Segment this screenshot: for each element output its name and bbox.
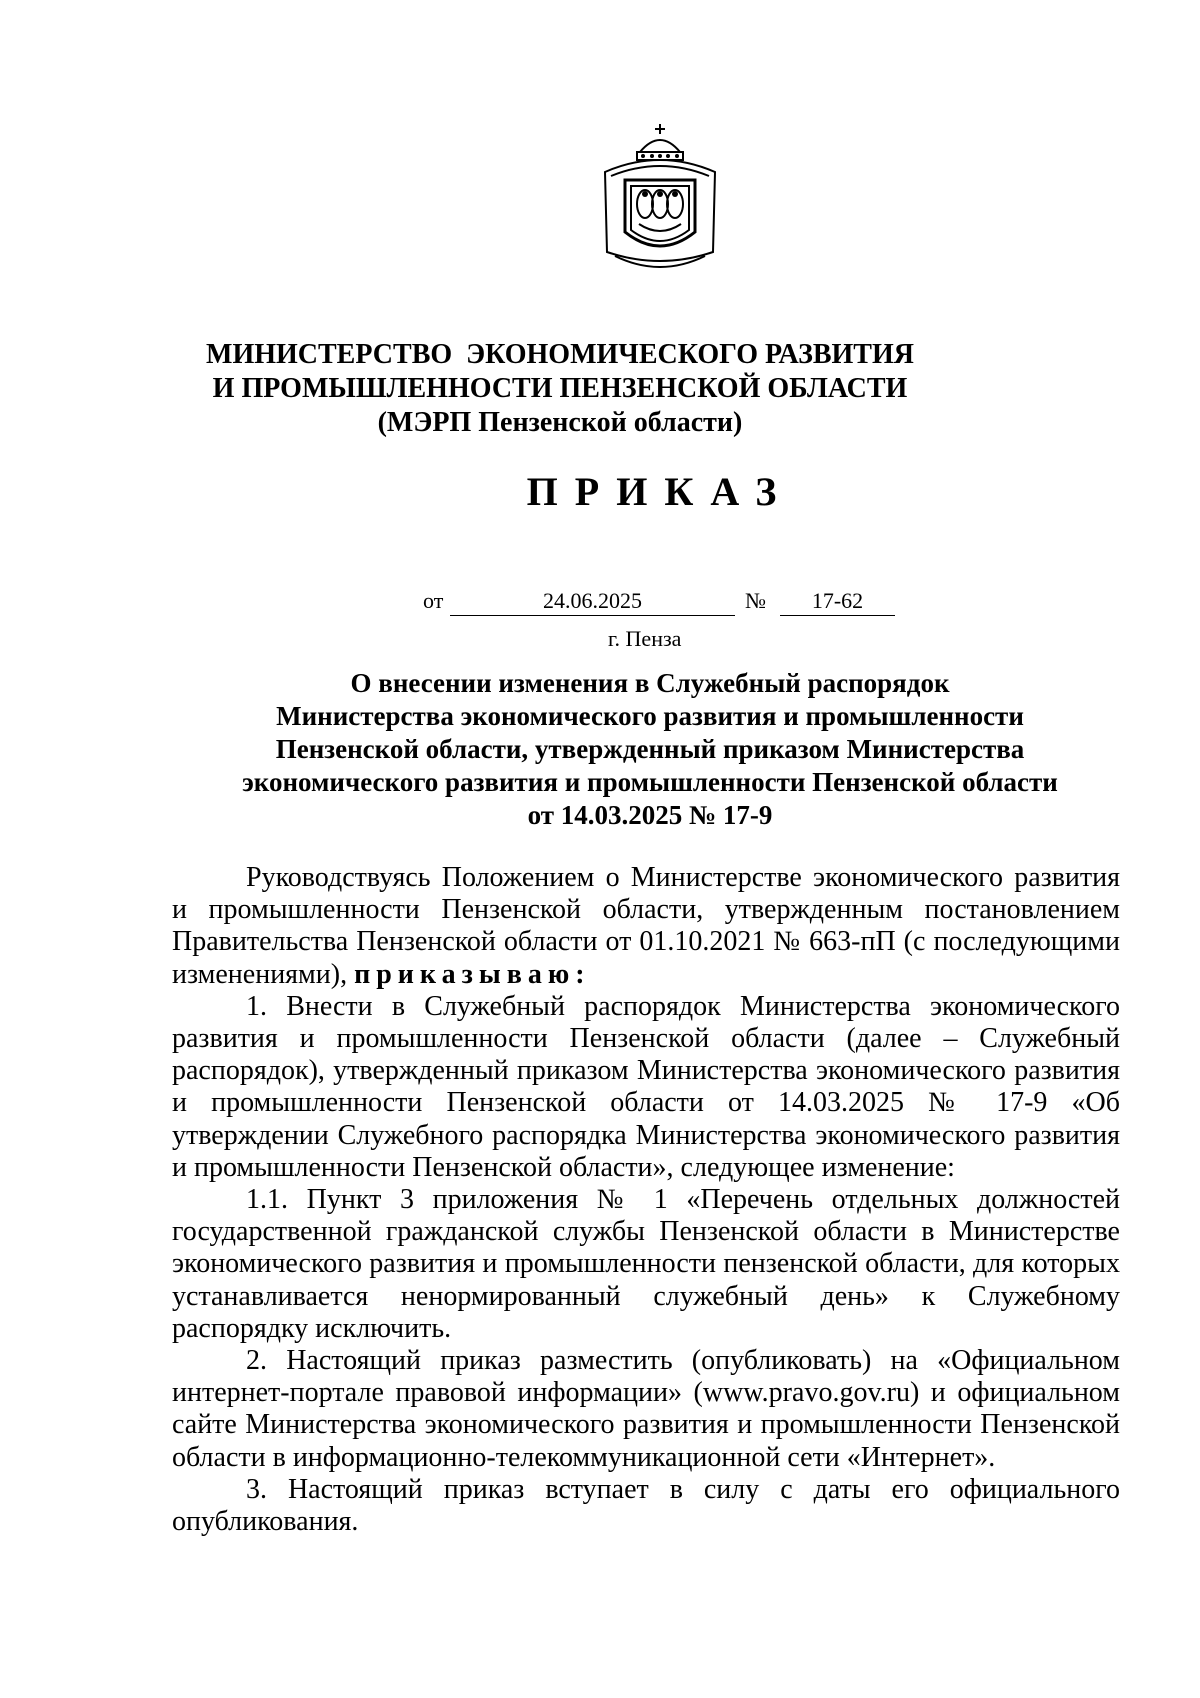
subject-line-5: от 14.03.2025 № 17-9 xyxy=(527,800,773,830)
subject-line-4: экономического развития и промышленности Пензенской области xyxy=(242,767,1058,797)
document-subject xyxy=(185,667,1115,832)
document-number: 17-62 xyxy=(780,588,895,616)
ministry-name-line-2: И ПРОМЫШЛЕННОСТИ ПЕНЗЕНСКОЙ ОБЛАСТИ xyxy=(212,373,908,404)
subject-line-2: Министерства экономического развития и промышленности xyxy=(276,701,1024,731)
paragraph-1: 1. Внести в Служебный распорядок Министерства экономического развития и промышленности Пензенской области (далее – Служебный распорядок), утвержденный приказом Министерства экономического развития и промышленности Пензенской области от 14.03.2025 № 17-9 «Об утверждении Служебного распорядка Министерства экономического развития и промышленности Пензенской области», следующее изменение: xyxy=(172,990,1120,1183)
subject-line-1: О внесении изменения в Служебный распорядок xyxy=(350,668,950,698)
preamble-paragraph xyxy=(172,862,1120,991)
ministry-header xyxy=(200,338,920,440)
from-label: от xyxy=(423,588,444,613)
paragraph-1-1: 1.1. Пункт 3 приложения № 1 «Перечень отдельных должностей государственной гражданской службы Пензенской области в Министерстве экономического развития и промышленности пензенской области, для которых устанавливается ненормированный служебный день» к Служебному распорядку исключить. xyxy=(172,1184,1120,1344)
order-word: приказываю: xyxy=(354,958,591,990)
number-label: № xyxy=(745,588,766,613)
date-number-line xyxy=(423,588,903,618)
ministry-name-line-1: МИНИСТЕРСТВО ЭКОНОМИЧЕСКОГО РАЗВИТИЯ xyxy=(206,339,914,370)
preamble-text: Руководствуясь Положением о Министерстве экономического развития и промышленности Пензенской области, утвержденным постановлением Правительства Пензенской области от 01.10.2021 № 663-пП (с последующими изменениями), xyxy=(172,862,1120,990)
document-body xyxy=(172,862,1120,1538)
paragraph-2: 2. Настоящий приказ разместить (опубликовать) на «Официальном интернет-портале правовой информации» (www.pravo.gov.ru) и официальном сайте Министерства экономического развития и промышленности Пензенской области в информационно-телекоммуникационной сети «Интернет». xyxy=(172,1345,1120,1473)
coat-of-arms-emblem xyxy=(585,120,735,280)
ministry-abbreviation: (МЭРП Пензенской области) xyxy=(377,407,743,438)
city: г. Пенза xyxy=(608,626,682,651)
paragraph-3: 3. Настоящий приказ вступает в силу с даты его официального опубликования. xyxy=(172,1473,1120,1538)
subject-line-3: Пензенской области, утвержденный приказом Министерства xyxy=(275,734,1025,764)
document-type-title: ПРИКАЗ xyxy=(526,469,794,514)
document-date: 24.06.2025 xyxy=(450,588,735,616)
